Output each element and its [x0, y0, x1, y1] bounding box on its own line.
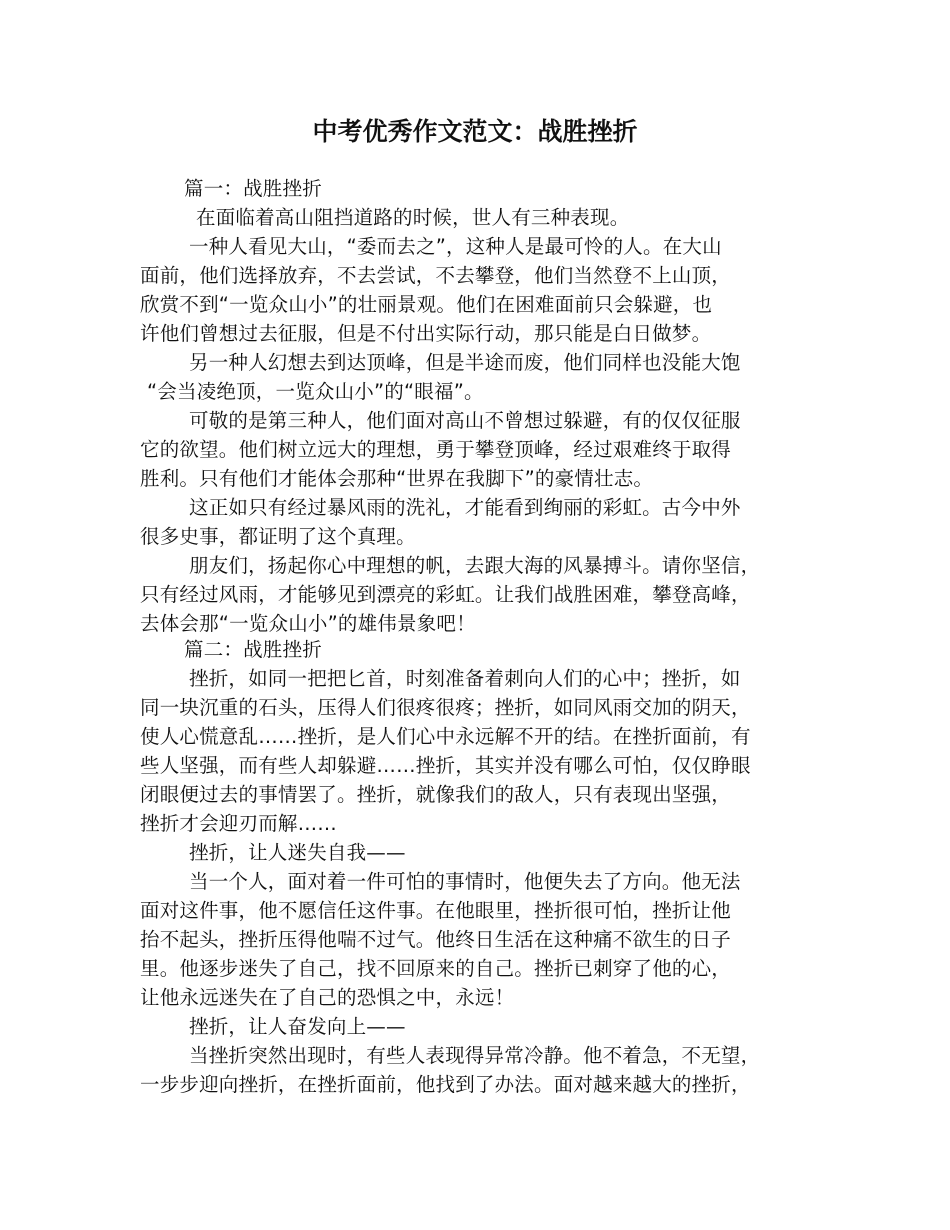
paragraph-line: 面前，他们选择放弃，不去尝试，不去攀登，他们当然登不上山顶， — [140, 264, 732, 287]
subheading: 挫折，让人迷失自我—— — [189, 841, 406, 864]
subheading: 挫折，让人奋发向上—— — [189, 1015, 406, 1038]
paragraph-line: 当挫折突然出现时，有些人表现得异常冷静。他不着急，不无望， — [189, 1044, 761, 1067]
paragraph-line: “会当凌绝顶，一览众山小”的“眼福”。 — [147, 380, 484, 403]
paragraph-line: 使人心慌意乱……挫折，是人们心中永远解不开的结。在挫折面前，有 — [140, 725, 751, 748]
paragraph-line: 当一个人，面对着一件可怕的事情时，他便失去了方向。他无法 — [189, 870, 741, 893]
paragraph-line: 闭眼便过去的事情罢了。挫折，就像我们的敌人，只有表现出坚强， — [140, 783, 732, 806]
paragraph-line: 胜利。只有他们才能体会那种“世界在我脚下”的豪情壮志。 — [140, 467, 654, 490]
paragraph-line: 欣赏不到“一览众山小”的壮丽景观。他们在困难面前只会躲避，也 — [140, 293, 713, 316]
section-heading: 篇二：战胜挫折 — [184, 638, 322, 661]
paragraph-line: 可敬的是第三种人，他们面对高山不曾想过躲避，有的仅仅征服 — [189, 409, 741, 432]
paragraph-line: 一种人看见大山，“委而去之”，这种人是最可怜的人。在大山 — [189, 235, 722, 258]
paragraph-line: 朋友们，扬起你心中理想的帆，去跟大海的风暴搏斗。请你坚信， — [189, 554, 761, 577]
paragraph-line: 一步步迎向挫折，在挫折面前，他找到了办法。面对越来越大的挫折， — [140, 1073, 751, 1096]
paragraph-line: 些人坚强，而有些人却躲避……挫折，其实并没有哪么可怕，仅仅睁眼 — [140, 754, 751, 777]
paragraph-line: 挫折，如同一把把匕首，时刻准备着刺向人们的心中；挫折，如 — [189, 667, 741, 690]
paragraph-line: 抬不起头，挫折压得他喘不过气。他终日生活在这种痛不欲生的日子 — [140, 928, 732, 951]
paragraph-line: 去体会那“一览众山小”的雄伟景象吧！ — [140, 612, 476, 635]
paragraph-line: 同一块沉重的石头，压得人们很疼很疼；挫折，如同风雨交加的阴天， — [140, 696, 751, 719]
paragraph-line: 挫折才会迎刃而解…… — [140, 812, 338, 835]
paragraph-line: 在面临着高山阻挡道路的时候，世人有三种表现。 — [196, 206, 630, 229]
paragraph-line: 另一种人幻想去到达顶峰，但是半途而废，他们同样也没能大饱 — [189, 351, 741, 374]
paragraph-line: 许他们曾想过去征服，但是不付出实际行动，那只能是白日做梦。 — [140, 322, 712, 345]
paragraph-line: 很多史事，都证明了这个真理。 — [140, 525, 416, 548]
document-title: 中考优秀作文范文：战胜挫折 — [312, 117, 638, 146]
paragraph-line: 只有经过风雨，才能够见到漂亮的彩虹。让我们战胜困难，攀登高峰， — [140, 583, 751, 606]
section-heading: 篇一：战胜挫折 — [184, 177, 322, 200]
paragraph-line: 面对这件事，他不愿信任这件事。在他眼里，挫折很可怕，挫折让他 — [140, 899, 732, 922]
paragraph-line: 这正如只有经过暴风雨的洗礼，才能看到绚丽的彩虹。古今中外 — [189, 496, 741, 519]
paragraph-line: 让他永远迷失在了自己的恐惧之中，永远！ — [140, 986, 515, 1009]
paragraph-line: 里。他逐步迷失了自己，找不回原来的自己。挫折已刺穿了他的心， — [140, 957, 732, 980]
paragraph-line: 它的欲望。他们树立远大的理想，勇于攀登顶峰，经过艰难终于取得 — [140, 438, 732, 461]
